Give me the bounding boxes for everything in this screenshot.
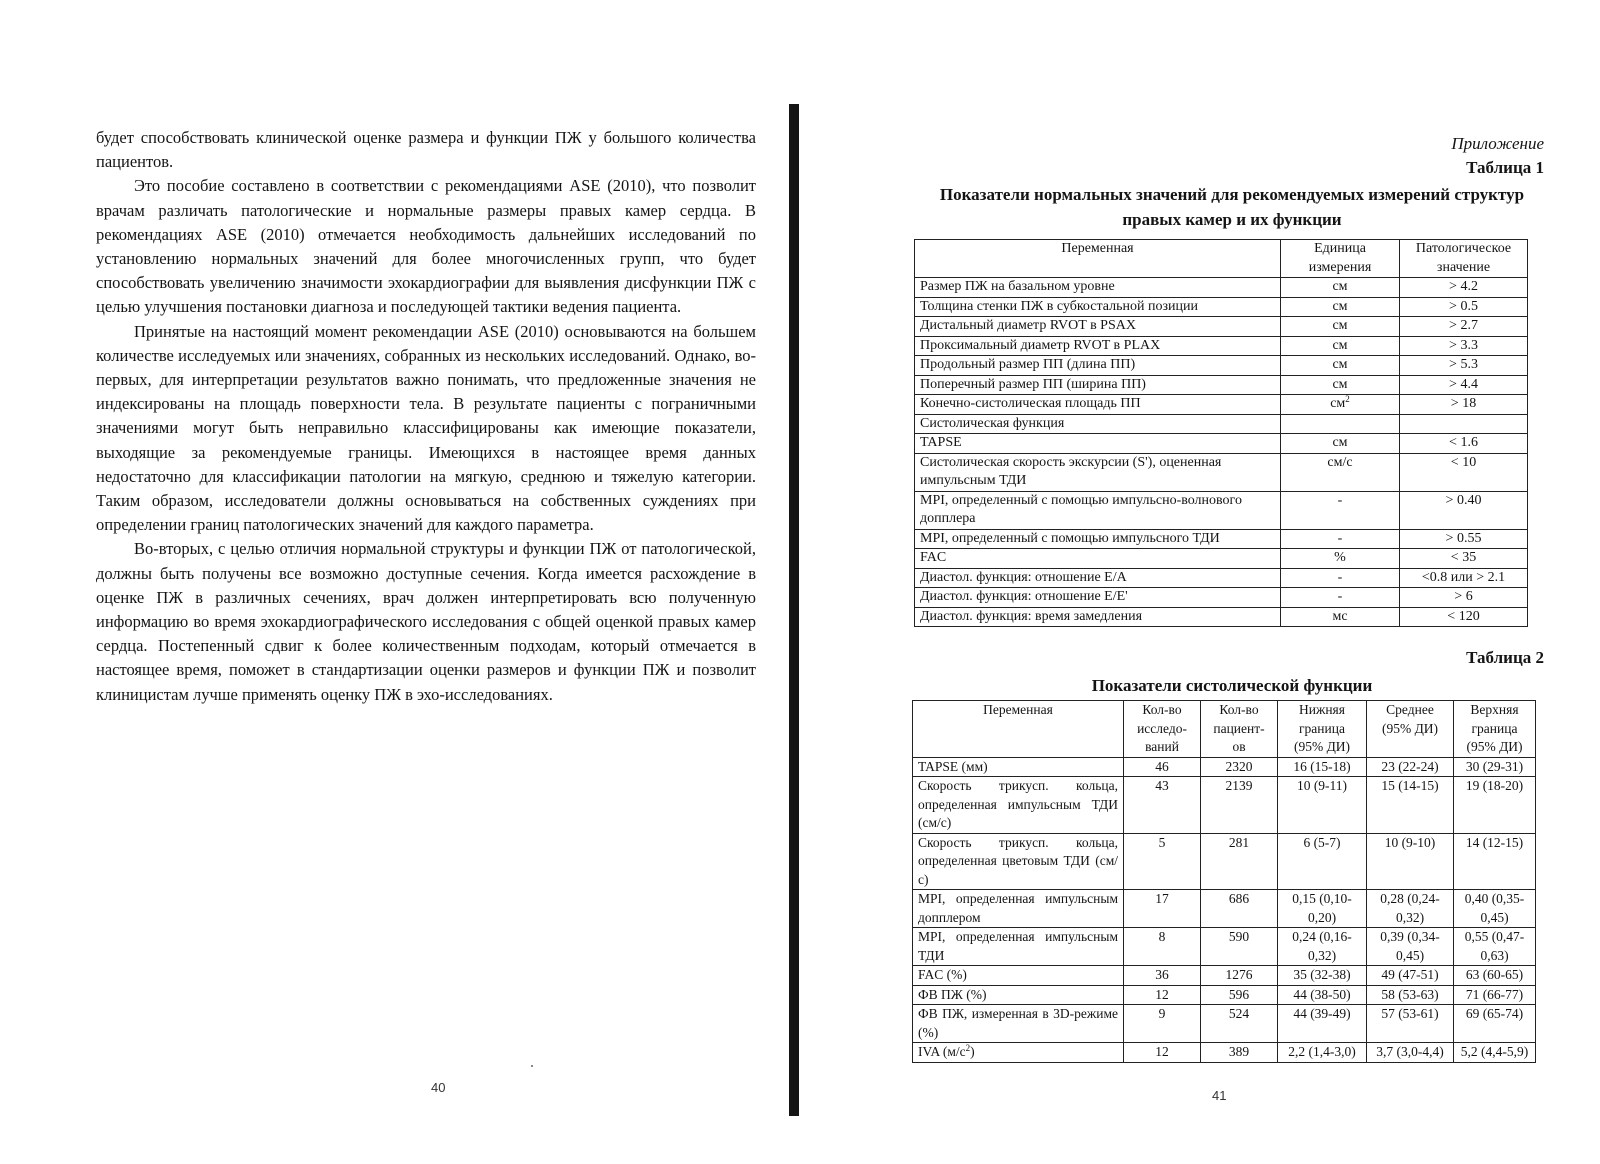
cell-text: 5 <box>1158 834 1166 850</box>
table-cell-value <box>1400 588 1528 608</box>
table-cell-variable <box>915 336 1281 356</box>
table-cell-value <box>1400 317 1528 337</box>
cell-text: MPI, определенная импульсным ТДИ <box>918 929 1118 963</box>
table-cell-value <box>1201 966 1278 986</box>
cell-text: - <box>1337 569 1343 585</box>
cell-text: Размер ПЖ на базальном уровне <box>920 279 1115 294</box>
cell-text: 524 <box>1228 1006 1250 1021</box>
table-row <box>915 529 1528 549</box>
cell-text: 10 (9-11) <box>1296 778 1348 793</box>
table-cell-value <box>1201 928 1278 966</box>
cell-text: 44 (38-50) <box>1293 986 1351 1002</box>
table-cell-variable <box>913 928 1124 966</box>
table-row <box>915 356 1528 376</box>
cell-text: < 1.6 <box>1449 435 1478 450</box>
cell-text: 58 (53-63) <box>1381 986 1439 1002</box>
table-cell-value <box>1124 833 1201 890</box>
cell-text: 44 (39-49) <box>1293 1006 1351 1021</box>
table-row <box>913 890 1536 928</box>
cell-text: > 3.3 <box>1449 337 1478 353</box>
table2-header: Нижняя граница (95% ДИ) <box>1278 701 1367 758</box>
table-cell-variable <box>913 890 1124 928</box>
table-cell-variable <box>915 549 1281 569</box>
cell-text: см <box>1332 279 1348 294</box>
table-cell-value <box>1367 985 1454 1005</box>
cell-text: > 6 <box>1454 589 1473 604</box>
table-cell-variable <box>913 1005 1124 1043</box>
cell-text: < 120 <box>1447 608 1480 624</box>
cell-text: > 4.2 <box>1449 279 1478 294</box>
cell-text: см <box>1332 318 1348 333</box>
cell-text: > 0.5 <box>1449 298 1478 314</box>
cell-text: > 5.3 <box>1449 357 1478 372</box>
paragraph: Во-вторых, с целью отличия нормальной структуры и функции ПЖ от патологической, должны быть получены все возможно доступные сечения. Когда имеется расхождение в оценке ПЖ в различных сечениях, врач должен интерпретировать всю полученную информацию во время эхокардиографического исследования с общей оценкой правых камер сердца. Постепенный сдвиг к более количественным подходам, который отмечается в настоящее время, поможет в стандартизации оценки размеров и функции ПЖ и позволит клиницистам лучше применять оценку ПЖ в эхо-исследованиях. <box>96 539 756 704</box>
cell-text: мс <box>1332 608 1348 624</box>
cell-text: см <box>1332 376 1348 392</box>
cell-text: Скорость трикусп. кольца, определенная импульсным ТДИ (см/с) <box>918 778 1118 830</box>
table-cell-variable <box>915 491 1281 529</box>
cell-text: 0,40 (0,35-0,45) <box>1464 891 1525 925</box>
table1-header-row <box>915 240 1528 278</box>
table-cell-value <box>1278 928 1367 966</box>
table-cell-value <box>1281 434 1400 454</box>
table-row <box>915 317 1528 337</box>
table-cell-value <box>1454 985 1536 1005</box>
table-cell-variable <box>915 317 1281 337</box>
paragraph: Принятые на настоящий момент рекомендации ASE (2010) основываются на большем количестве исследуемых или значениях, собранных из нескольких исследований. Однако, во-первых, для интерпретации результатов важно понимать, что предложенные значения не индексированы на площадь поверхности тела. В результате пациенты с пограничными значениями могут быть неправильно классифицированы как имеющие показатели, выходящие за рекомендуемые границы. Имеющихся в настоящее время данных недостаточно для классификации патологии на мягкую, среднюю и тяжелую категории. Таким образом, исследователи должны основываться на собственных суждениях при определении границ патологических значений для каждого параметра. <box>96 321 756 535</box>
table-cell-value <box>1124 928 1201 966</box>
table-cell-value <box>1367 966 1454 986</box>
cell-text: Диастол. функция: отношение E/A <box>920 569 1127 585</box>
cell-text: 281 <box>1228 834 1250 850</box>
table-cell-variable <box>913 757 1124 777</box>
table-cell-value <box>1201 757 1278 777</box>
table-cell-value <box>1400 568 1528 588</box>
table-cell-value <box>1454 757 1536 777</box>
cell-text: 9 <box>1158 1006 1166 1021</box>
table-cell-value <box>1367 757 1454 777</box>
book-gutter <box>789 104 799 1116</box>
table1-header-value: Патологическое значение <box>1400 240 1528 278</box>
table-cell-value <box>1124 1005 1201 1043</box>
table-cell-value <box>1278 1005 1367 1043</box>
table-cell-value <box>1201 1043 1278 1063</box>
table-cell-value <box>1281 607 1400 627</box>
table-cell-value <box>1400 529 1528 549</box>
table-cell-value <box>1367 1005 1454 1043</box>
cell-text: Продольный размер ПП (длина ПП) <box>920 357 1136 372</box>
cell-text: Систолическая функция <box>920 415 1065 431</box>
table-cell-variable <box>915 278 1281 298</box>
table-cell-value <box>1454 1005 1536 1043</box>
table-cell-value <box>1281 395 1400 415</box>
table-row <box>915 414 1528 434</box>
table-cell-variable <box>915 607 1281 627</box>
table-cell-value <box>1278 1043 1367 1063</box>
cell-text: см <box>1332 337 1348 353</box>
table-cell-value <box>1400 607 1528 627</box>
table-cell-value <box>1278 757 1367 777</box>
table-cell-value <box>1367 1043 1454 1063</box>
cell-text: 6 (5-7) <box>1303 834 1341 850</box>
cell-text: 17 <box>1155 891 1169 906</box>
table1-header-unit: Единица измерения <box>1281 240 1400 278</box>
table2-header-row <box>913 701 1536 758</box>
cell-text: < 10 <box>1450 454 1477 470</box>
table-cell-variable <box>915 529 1281 549</box>
table-cell-value <box>1201 985 1278 1005</box>
cell-text: <0.8 или > 2.1 <box>1421 569 1506 585</box>
table1 <box>914 239 1528 627</box>
page-number-right: 41 <box>1212 1088 1227 1103</box>
cell-text: 69 (65-74) <box>1465 1006 1524 1021</box>
table-row <box>913 757 1536 777</box>
table-cell-variable <box>913 1043 1124 1063</box>
table-cell-value <box>1400 278 1528 298</box>
cell-text: 2139 <box>1225 778 1253 793</box>
cell-text: 1276 <box>1225 967 1253 982</box>
cell-text: - <box>1337 492 1343 508</box>
table1-label: Таблица 1 <box>1466 158 1544 177</box>
table2-header: Верхняя граница (95% ДИ) <box>1454 701 1536 758</box>
cell-text: 71 (66-77) <box>1465 986 1524 1002</box>
table-row <box>915 395 1528 415</box>
table-cell-value <box>1281 414 1400 434</box>
table-cell-value <box>1281 588 1400 608</box>
left-page-text <box>96 126 756 707</box>
table-row <box>915 607 1528 627</box>
table-cell-value <box>1281 278 1400 298</box>
cell-text: Систолическая скорость экскурсии (S'), оцененная импульсным ТДИ <box>920 454 1222 488</box>
cell-text: > 18 <box>1450 396 1477 411</box>
table-cell-value <box>1454 833 1536 890</box>
table-cell-value <box>1201 890 1278 928</box>
cell-text: 35 (32-38) <box>1293 967 1351 982</box>
table-cell-value <box>1400 336 1528 356</box>
table-cell-value <box>1281 297 1400 317</box>
table-cell-value <box>1278 890 1367 928</box>
cell-text: 14 (12-15) <box>1465 834 1524 850</box>
cell-text: Дистальный диаметр RVOT в PSAX <box>920 318 1136 333</box>
appendix-label: Приложение <box>1451 134 1544 153</box>
cell-text: 5,2 (4,4-5,9) <box>1460 1044 1529 1059</box>
table-row <box>915 453 1528 491</box>
table-cell-value <box>1400 549 1528 569</box>
table-cell-value <box>1367 777 1454 834</box>
table-cell-value <box>1400 491 1528 529</box>
table-row <box>913 777 1536 834</box>
table2 <box>912 700 1536 1063</box>
cell-text: > 4.4 <box>1449 376 1478 392</box>
table-cell-value <box>1281 549 1400 569</box>
cell-text: 8 <box>1158 929 1166 944</box>
table-cell-value <box>1124 890 1201 928</box>
cell-text: > 0.40 <box>1445 492 1482 508</box>
table2-label: Таблица 2 <box>1466 648 1544 667</box>
table-cell-variable <box>915 568 1281 588</box>
cell-text: % <box>1334 550 1346 565</box>
table-row <box>915 375 1528 395</box>
unit-superscript: 2 <box>1345 394 1350 404</box>
cell-text: 15 (14-15) <box>1381 778 1439 793</box>
table-cell-value <box>1454 890 1536 928</box>
cell-text: - <box>1337 530 1343 546</box>
cell-text: FAC (%) <box>918 967 967 982</box>
table-cell-value <box>1124 985 1201 1005</box>
page-number-left: 40 <box>431 1080 446 1095</box>
cell-text: Диастол. функция: отношение E/E' <box>920 589 1128 604</box>
table-row <box>915 491 1528 529</box>
cell-text: 12 <box>1155 1044 1169 1059</box>
table-cell-value <box>1281 529 1400 549</box>
table-row <box>913 833 1536 890</box>
cell-text: 2320 <box>1225 758 1253 774</box>
table-cell-value <box>1281 491 1400 529</box>
table-cell-value <box>1367 890 1454 928</box>
table-cell-value <box>1400 453 1528 491</box>
table-cell-value <box>1278 833 1367 890</box>
table-cell-value <box>1281 356 1400 376</box>
cell-text: см <box>1332 298 1348 314</box>
table-cell-value <box>1454 966 1536 986</box>
table-row <box>913 1043 1536 1063</box>
cell-text: > 0.55 <box>1445 530 1482 546</box>
table1-header-variable: Переменная <box>915 240 1281 278</box>
scan-speck <box>531 1065 533 1067</box>
table-cell-variable <box>915 297 1281 317</box>
cell-text: 0,55 (0,47-0,63) <box>1464 929 1525 963</box>
table-cell-variable <box>913 985 1124 1005</box>
cell-text: - <box>1337 589 1343 604</box>
cell-text: см/с <box>1327 454 1353 470</box>
cell-text: ФВ ПЖ (%) <box>918 986 987 1002</box>
paragraph: Это пособие составлено в соответствии с рекомендациями ASE (2010), что позволит врачам различать патологические и нормальные размеры правых камер сердца. В рекомендациях ASE (2010) отмечается необходимость дальнейших исследований по установлению нормальных значений для более многочисленных групп, что будет способствовать увеличению значимости эхокардиографии для выявления дисфункции ПЖ с целью улучшения постановки диагноза и последующей тактики ведения пациента. <box>96 176 756 317</box>
table-row <box>913 985 1536 1005</box>
cell-text: 49 (47-51) <box>1381 967 1439 982</box>
table-cell-variable <box>913 777 1124 834</box>
table-cell-value <box>1400 297 1528 317</box>
unit-superscript: 2 <box>965 1043 971 1053</box>
cell-text: 36 <box>1155 967 1169 982</box>
table-row <box>915 278 1528 298</box>
cell-text: TAPSE <box>920 435 962 450</box>
cell-text: ФВ ПЖ, измеренная в 3D-режиме (%) <box>918 1006 1118 1040</box>
table-row <box>913 928 1536 966</box>
table-row <box>915 549 1528 569</box>
cell-text: 10 (9-10) <box>1384 834 1436 850</box>
cell-text: 0,39 (0,34-0,45) <box>1380 929 1440 963</box>
cell-text: 23 (22-24) <box>1381 758 1439 774</box>
table-row <box>913 1005 1536 1043</box>
table-cell-variable <box>915 588 1281 608</box>
table-cell-value <box>1281 317 1400 337</box>
cell-text: Конечно-систолическая площадь ПП <box>920 396 1141 411</box>
cell-text: 3,7 (3,0-4,4) <box>1376 1044 1444 1059</box>
cell-text: TAPSE (мм) <box>918 758 988 774</box>
paragraph: будет способствовать клинической оценке размера и функции ПЖ у большого количества пациентов. <box>96 128 756 172</box>
table-cell-value <box>1124 757 1201 777</box>
cell-text: 46 <box>1155 758 1169 774</box>
cell-text: см <box>1332 357 1348 372</box>
table-row <box>915 297 1528 317</box>
cell-text: < 35 <box>1450 550 1477 565</box>
table-cell-variable <box>915 356 1281 376</box>
table-cell-value <box>1367 833 1454 890</box>
table-cell-value <box>1400 414 1528 434</box>
cell-text: Проксимальный диаметр RVOT в PLAX <box>920 337 1161 353</box>
table-cell-value <box>1278 777 1367 834</box>
cell-text: 30 (29-31) <box>1465 758 1524 774</box>
cell-text: MPI, определенная импульсным допплером <box>918 891 1118 925</box>
table2-header: Кол-во пациент- ов <box>1201 701 1278 758</box>
cell-text: > 2.7 <box>1449 318 1478 333</box>
cell-text: Скорость трикусп. кольца, определенная цветовым ТДИ (см/с) <box>918 834 1118 887</box>
cell-text: 590 <box>1228 929 1250 944</box>
table1-title: Показатели нормальных значений для рекомендуемых измерений структур правых камер и их функции <box>939 185 1525 229</box>
table-cell-value <box>1367 928 1454 966</box>
table2-header: Среднее (95% ДИ) <box>1367 701 1454 758</box>
table-cell-value <box>1400 434 1528 454</box>
table-cell-value <box>1201 777 1278 834</box>
cell-text: IVA $(м/с^2)$ <box>918 1043 975 1059</box>
table-cell-value <box>1400 375 1528 395</box>
cell-text: Поперечный размер ПП (ширина ПП) <box>920 376 1146 392</box>
cell-text: Диастол. функция: время замедления <box>920 608 1143 624</box>
cell-text: 57 (53-61) <box>1381 1006 1439 1021</box>
cell-text: 0,15 (0,10-0,20) <box>1292 891 1352 925</box>
table-row <box>915 568 1528 588</box>
table-cell-variable <box>915 395 1281 415</box>
table-cell-variable <box>915 453 1281 491</box>
cell-text: 63 (60-65) <box>1465 967 1524 982</box>
cell-text: FAC <box>920 550 947 565</box>
table-cell-value <box>1454 1043 1536 1063</box>
cell-text: см <box>1330 396 1346 411</box>
cell-text: MPI, определенный с помощью импульсно-волнового допплера <box>920 492 1242 526</box>
table-cell-value <box>1400 356 1528 376</box>
table-cell-value <box>1201 833 1278 890</box>
cell-text: 12 <box>1155 986 1169 1002</box>
cell-text: 0,24 (0,16-0,32) <box>1292 929 1352 963</box>
cell-text: 0,28 (0,24-0,32) <box>1380 891 1440 925</box>
table-cell-variable <box>913 833 1124 890</box>
table-cell-value <box>1278 966 1367 986</box>
table-row <box>913 966 1536 986</box>
table-cell-value <box>1281 453 1400 491</box>
table2-title: Показатели систолической функции <box>1091 676 1373 695</box>
table-cell-variable <box>915 434 1281 454</box>
cell-text: 389 <box>1228 1044 1250 1059</box>
cell-text: 2,2 (1,4-3,0) <box>1288 1044 1356 1059</box>
table-cell-value <box>1124 1043 1201 1063</box>
table-row <box>915 336 1528 356</box>
cell-text: 19 (18-20) <box>1465 778 1524 793</box>
table-cell-value <box>1400 395 1528 415</box>
table-cell-value <box>1454 928 1536 966</box>
table-row <box>915 588 1528 608</box>
table-cell-variable <box>913 966 1124 986</box>
cell-text: 686 <box>1228 891 1250 906</box>
table-cell-value <box>1278 985 1367 1005</box>
table2-header: Кол-во исследо- ваний <box>1124 701 1201 758</box>
table2-header: Переменная <box>913 701 1124 758</box>
cell-text: 16 (15-18) <box>1293 758 1351 774</box>
cell-text: 43 <box>1155 778 1169 793</box>
table-cell-variable <box>915 375 1281 395</box>
cell-text: MPI, определенный с помощью импульсного ТДИ <box>920 530 1220 546</box>
table-cell-value <box>1454 777 1536 834</box>
table-cell-value <box>1281 336 1400 356</box>
table-cell-variable <box>915 414 1281 434</box>
table-cell-value <box>1281 375 1400 395</box>
table-cell-value <box>1124 966 1201 986</box>
table-cell-value <box>1281 568 1400 588</box>
table-cell-value <box>1201 1005 1278 1043</box>
table-row <box>915 434 1528 454</box>
cell-text: Толщина стенки ПЖ в субкостальной позиции <box>920 298 1198 314</box>
table-cell-value <box>1124 777 1201 834</box>
cell-text: 596 <box>1228 986 1250 1002</box>
cell-text: см <box>1332 435 1348 450</box>
